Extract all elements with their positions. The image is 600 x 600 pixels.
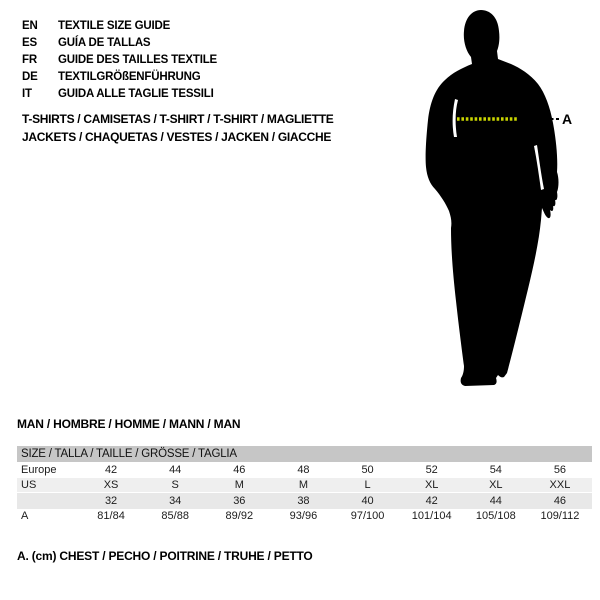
- table-cell: XS: [103, 478, 119, 491]
- table-cell: M: [234, 478, 244, 491]
- table-cell: 97/100: [350, 510, 385, 523]
- man-silhouette-figure: [418, 6, 578, 390]
- table-cell: 93/96: [289, 510, 318, 523]
- table-cell: 50: [361, 463, 374, 476]
- language-row-fr: [22, 52, 217, 69]
- garment-type-list: [22, 110, 334, 146]
- measure-label-a: A: [562, 111, 573, 127]
- table-cell: 44: [169, 463, 182, 476]
- table-cell: L: [364, 478, 371, 491]
- man-silhouette: [426, 10, 559, 386]
- size-table-header: SIZE / TALLA / TAILLE / GRÖSSE / TAGLIA: [17, 446, 592, 462]
- row-label: Europe: [21, 463, 57, 476]
- table-cell: 101/104: [411, 510, 452, 523]
- language-row-es: [22, 35, 217, 52]
- size-table: [17, 446, 592, 524]
- table-cell: XXL: [549, 478, 571, 491]
- language-label: GUÍA DE TALLAS: [58, 37, 151, 49]
- table-cell: 40: [361, 494, 374, 507]
- section-title-man: MAN / HOMBRE / HOMME / MANN / MAN: [17, 417, 241, 431]
- table-cell: 85/88: [161, 510, 189, 523]
- table-cell: 89/92: [225, 510, 254, 523]
- table-cell: M: [298, 478, 309, 491]
- table-cell: 42: [104, 463, 118, 476]
- table-cell: XL: [424, 478, 439, 491]
- table-cell: 34: [169, 494, 182, 507]
- language-code: IT: [22, 88, 32, 100]
- language-code: FR: [22, 54, 37, 66]
- garment-line-jackets: JACKETS / CHAQUETAS / VESTES / JACKEN / GIACCHE: [22, 130, 332, 144]
- table-cell: S: [171, 478, 179, 491]
- language-row-de: [22, 69, 217, 86]
- language-code: DE: [22, 71, 38, 83]
- language-list: [22, 18, 217, 103]
- table-row-numeric: [17, 493, 592, 509]
- language-code: ES: [22, 37, 37, 49]
- table-cell: 52: [425, 463, 438, 476]
- language-code: EN: [22, 20, 38, 32]
- table-cell: 56: [553, 463, 567, 476]
- table-cell: 46: [233, 463, 246, 476]
- table-cell: 81/84: [97, 510, 125, 523]
- table-cell: 38: [297, 494, 310, 507]
- table-cell: 54: [489, 463, 502, 476]
- garment-line-tshirts: T-SHIRTS / CAMISETAS / T-SHIRT / T-SHIRT / MAGLIETTE: [22, 112, 334, 126]
- table-row-chest-cm: [17, 509, 592, 525]
- table-cell: 48: [297, 463, 310, 476]
- table-cell: 32: [104, 494, 118, 507]
- table-cell: 109/112: [540, 510, 580, 523]
- table-cell: 36: [233, 494, 246, 507]
- table-cell: 42: [425, 494, 438, 507]
- language-label: GUIDA ALLE TAGLIE TESSILI: [58, 88, 214, 100]
- row-label: A: [21, 510, 29, 523]
- language-row-it: [22, 86, 217, 103]
- footnote-chest-measure: A. (cm) CHEST / PECHO / POITRINE / TRUHE / PETTO: [17, 549, 313, 563]
- language-label: TEXTILE SIZE GUIDE: [58, 20, 171, 32]
- table-row-us: [17, 478, 592, 494]
- table-cell: 105/108: [475, 510, 516, 523]
- row-label: US: [21, 478, 37, 491]
- language-label: TEXTILGRÖßENFÜHRUNG: [58, 71, 201, 83]
- table-row-europe: [17, 462, 592, 478]
- language-label: GUIDE DES TAILLES TEXTILE: [58, 54, 217, 66]
- table-cell: 46: [553, 494, 567, 507]
- table-cell: 44: [489, 494, 502, 507]
- language-row-en: [22, 18, 217, 35]
- table-cell: XL: [489, 478, 503, 491]
